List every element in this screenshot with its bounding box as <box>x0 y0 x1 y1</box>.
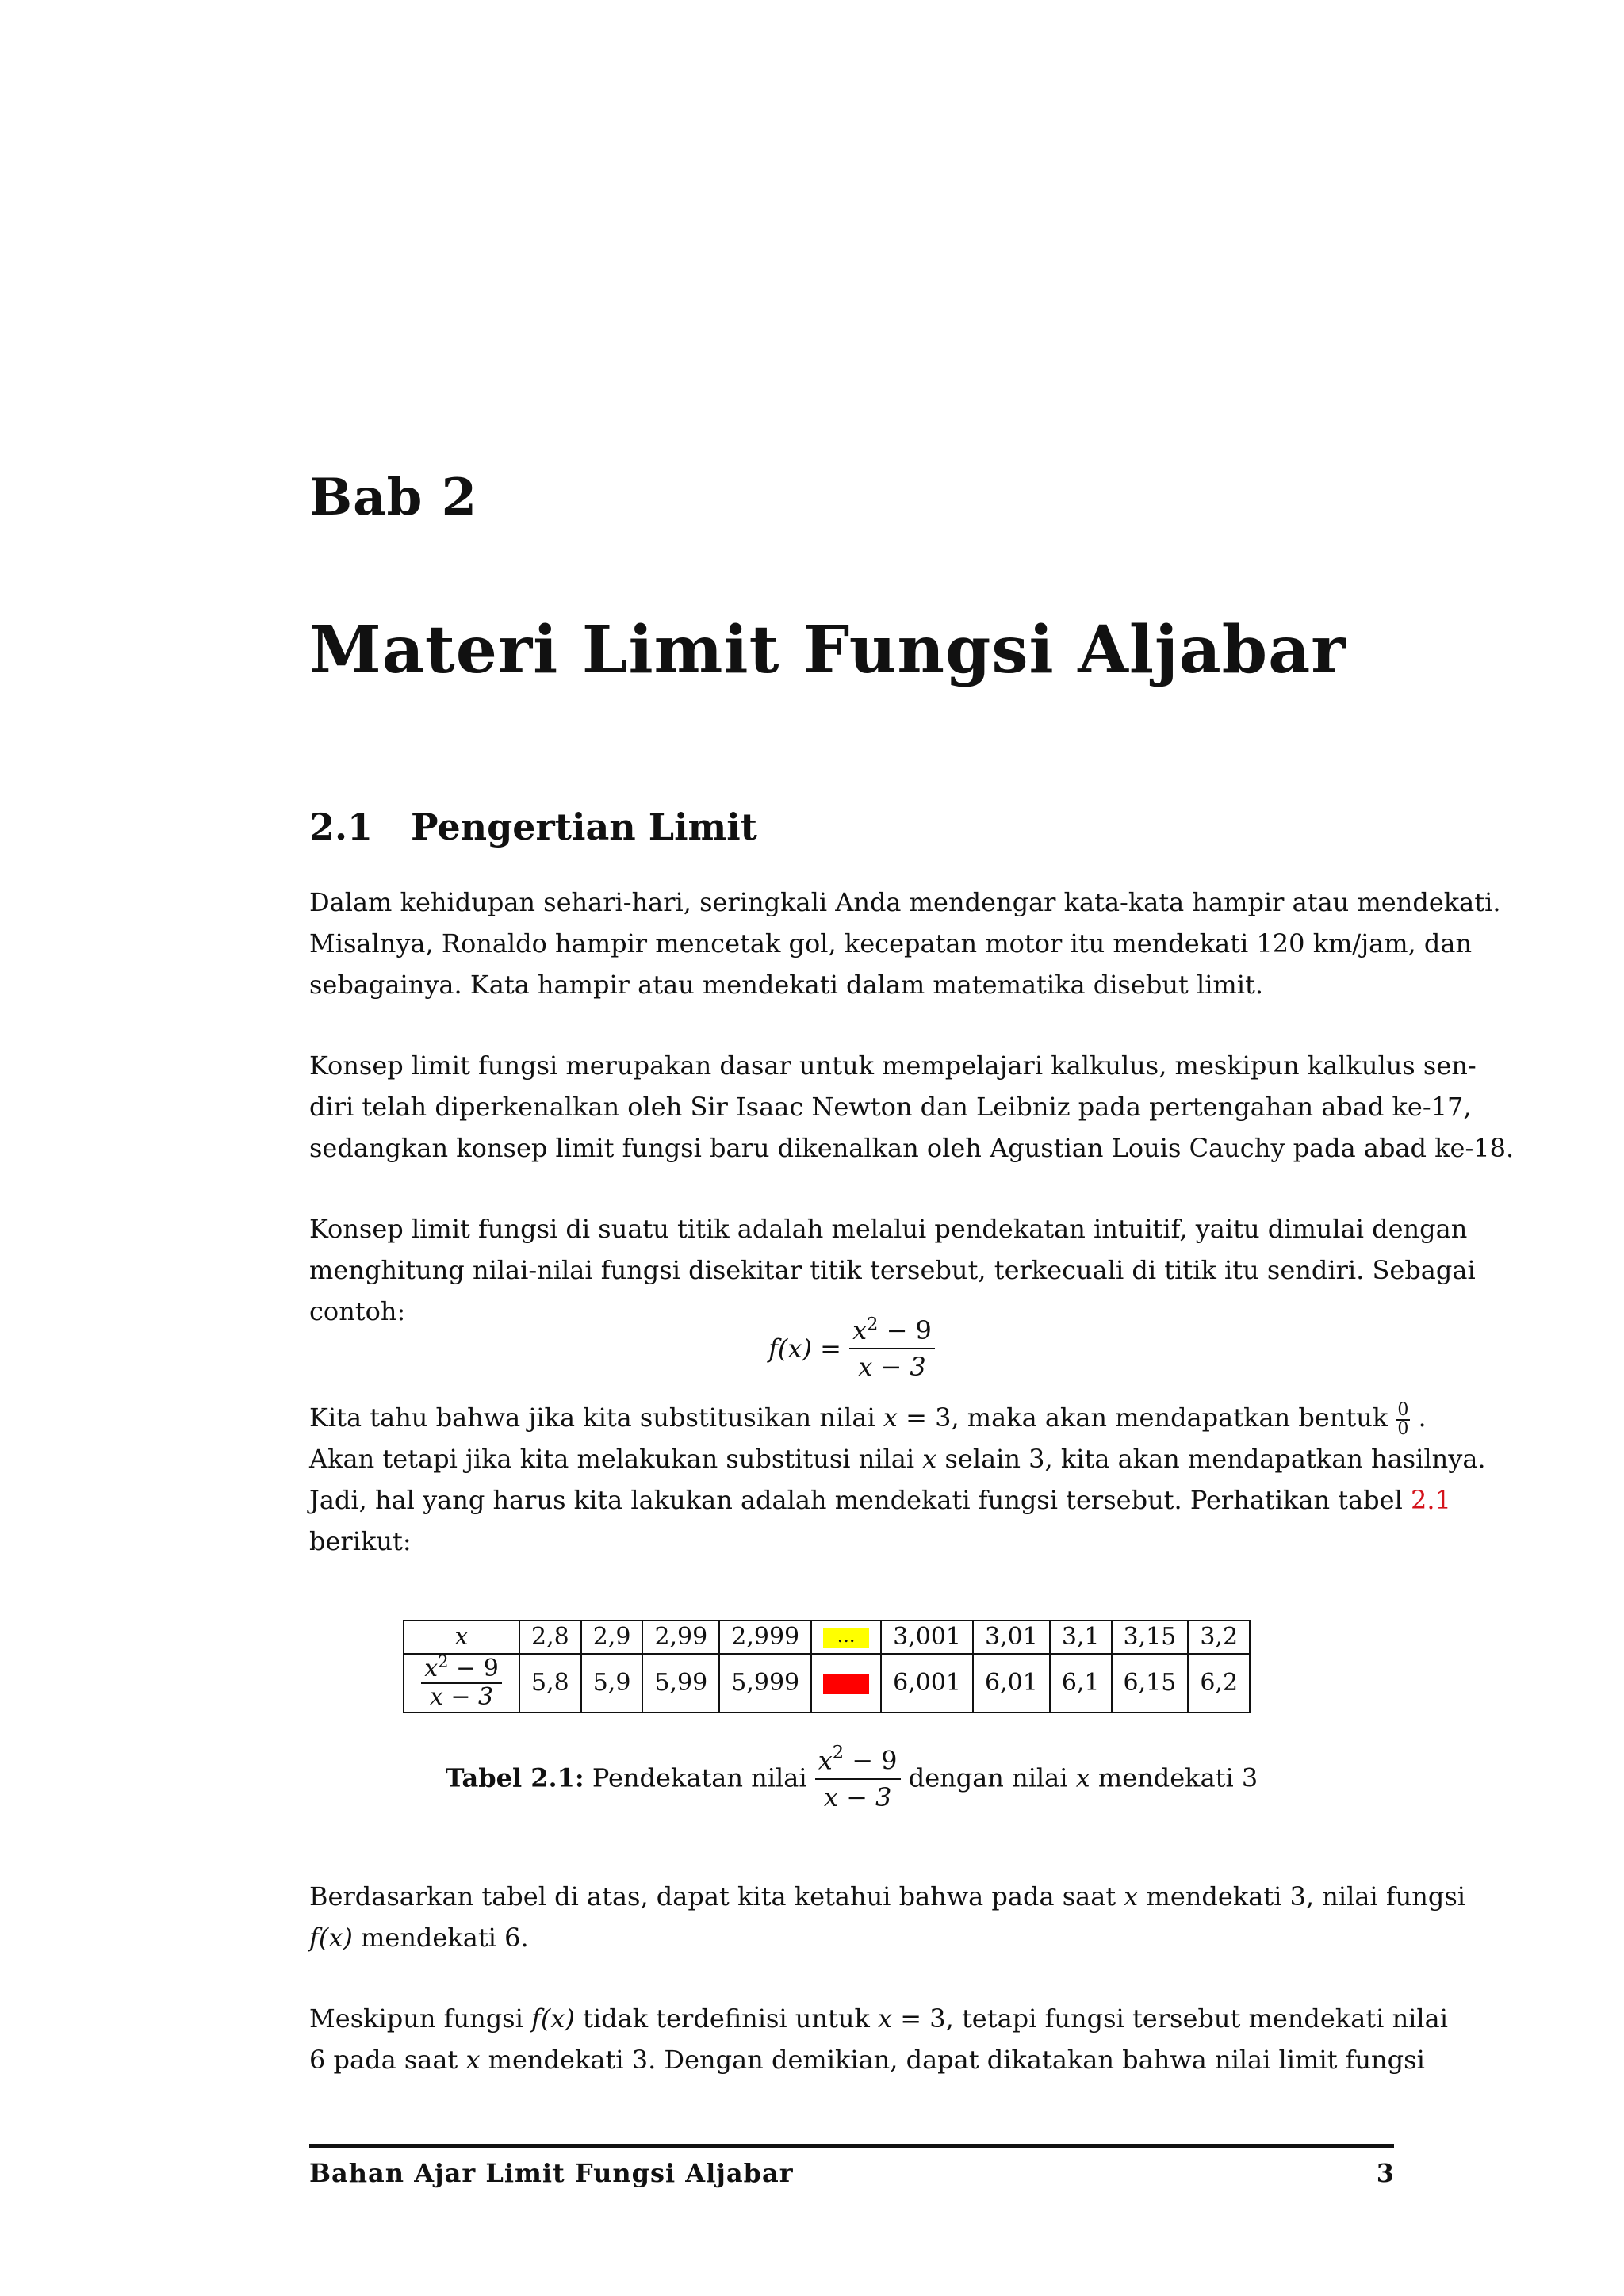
frac-num: 0 <box>1397 1399 1409 1420</box>
table-cell: 3,2 <box>1188 1621 1250 1654</box>
table-cell: 6,001 <box>881 1654 973 1712</box>
eq-num-base: x <box>852 1315 868 1345</box>
table-cell: 6,2 <box>1188 1654 1250 1712</box>
caption-text: Pendekatan nilai <box>592 1762 807 1793</box>
text-line: Konsep limit fungsi merupakan dasar untuk mempelajari kalkulus, meskipun kalkulus sen- <box>309 1050 1477 1081</box>
text-span: tidak terdefinisi untuk <box>583 2003 870 2034</box>
text-line <box>309 1998 1448 2039</box>
section-number: 2.1 <box>309 806 373 848</box>
frac-den: 0 <box>1397 1418 1409 1439</box>
math-var: x <box>465 2045 481 2075</box>
display-equation <box>309 1313 1394 1384</box>
text-span: Meskipun fungsi <box>309 2003 523 2034</box>
frac-num-rest: − 9 <box>844 1745 898 1776</box>
table-cell: 3,15 <box>1112 1621 1189 1654</box>
text-line: Misalnya, Ronaldo hampir mencetak gol, kecepatan motor itu mendekati 120 km/jam, dan <box>309 928 1473 959</box>
table-cell: 3,1 <box>1050 1621 1112 1654</box>
math-var: x <box>1124 1881 1139 1911</box>
table-head-x: x <box>404 1621 519 1654</box>
footer-title: Bahan Ajar Limit Fungsi Aljabar <box>309 2158 794 2188</box>
table-cell-highlight <box>811 1621 881 1654</box>
text-line: contoh: <box>309 1296 406 1326</box>
table-cell: 5,9 <box>581 1654 643 1712</box>
caption-fraction <box>815 1741 901 1815</box>
text-line <box>309 1876 1466 1917</box>
text-span: Akan tetapi jika kita melakukan substitusi nilai <box>309 1444 915 1474</box>
table-cell-highlight <box>811 1654 881 1712</box>
text-line: menghitung nilai-nilai fungsi disekitar titik tersebut, terkecuali di titik itu sendiri. Sebagai <box>309 1255 1476 1285</box>
text-span: Kita tahu bahwa jika kita substitusikan nilai <box>309 1402 875 1433</box>
caption-label: Tabel 2.1: <box>445 1762 584 1793</box>
section-title: Pengertian Limit <box>411 806 757 848</box>
frac-num-base: x <box>818 1745 833 1776</box>
table-cell: 5,999 <box>719 1654 811 1712</box>
caption-text: dengan nilai <box>908 1762 1068 1793</box>
table-cell: 2,8 <box>519 1621 581 1654</box>
text-line: Konsep limit fungsi di suatu titik adalah melalui pendekatan intuitif, yaitu dimulai dengan <box>309 1214 1468 1244</box>
text-span: = 3, tetapi fungsi tersebut mendekati nilai <box>900 2003 1448 2034</box>
table-cell: 6,01 <box>973 1654 1050 1712</box>
page-number: 3 <box>1376 2158 1394 2188</box>
text-span: Berdasarkan tabel di atas, dapat kita ketahui bahwa pada saat <box>309 1881 1116 1911</box>
frac-num-base: x <box>424 1655 439 1682</box>
equation-fraction <box>849 1313 935 1384</box>
text-line <box>309 1479 1451 1521</box>
math-func: f(x) <box>531 2003 575 2034</box>
table-cell: 2,999 <box>719 1621 811 1654</box>
math-func: f(x) <box>309 1923 353 1953</box>
text-line <box>309 1397 1427 1439</box>
eq-num-exp: 2 <box>867 1314 879 1335</box>
frac-den: x − 3 <box>421 1682 502 1711</box>
caption-text: mendekati 3 <box>1097 1762 1258 1793</box>
text-line <box>309 1438 1486 1479</box>
text-line: diri telah diperkenalkan oleh Sir Isaac Newton dan Leibniz pada pertengahan abad ke-17, <box>309 1092 1472 1122</box>
text-span: . <box>1418 1402 1427 1433</box>
table-ref-link[interactable]: 2.1 <box>1411 1485 1451 1515</box>
text-span: = 3, maka akan mendapatkan bentuk <box>906 1402 1388 1433</box>
text-span: selain 3, kita akan mendapatkan hasilnya. <box>944 1444 1486 1474</box>
limit-table <box>403 1620 1251 1713</box>
chapter-title: Materi Limit Fungsi Aljabar <box>309 612 1346 688</box>
paragraph-4 <box>309 1397 1486 1562</box>
text-line: sedangkan konsep limit fungsi baru dikenalkan oleh Agustian Louis Cauchy pada abad ke-18. <box>309 1133 1515 1163</box>
text-line <box>309 1917 1394 1958</box>
table-cell: 3,01 <box>973 1621 1050 1654</box>
paragraph-2 <box>309 1045 1515 1169</box>
frac-den: x − 3 <box>815 1778 901 1815</box>
text-span: mendekati 6. <box>361 1923 529 1953</box>
eq-denominator: x − 3 <box>849 1348 935 1384</box>
table-cell: 2,99 <box>642 1621 719 1654</box>
paragraph-6 <box>309 1998 1448 2080</box>
text-line: sebagainya. Kata hampir atau mendekati dalam matematika disebut limit. <box>309 970 1264 1000</box>
chapter-label: Bab 2 <box>309 468 478 527</box>
text-span: Jadi, hal yang harus kita lakukan adalah mendekati fungsi tersebut. Perhatikan tabel <box>309 1485 1403 1515</box>
equation-lhs: f(x) = <box>768 1334 841 1364</box>
table-cell: 6,1 <box>1050 1654 1112 1712</box>
table-cell: 5,99 <box>642 1654 719 1712</box>
text-line: Dalam kehidupan sehari-hari, seringkali Anda mendengar kata-kata hampir atau mendekati. <box>309 887 1501 917</box>
frac-num-exp: 2 <box>438 1652 449 1671</box>
text-span: mendekati 3, nilai fungsi <box>1146 1881 1466 1911</box>
eq-num-rest: − 9 <box>878 1315 932 1345</box>
head-fraction <box>421 1652 502 1711</box>
frac-num-rest: − 9 <box>448 1655 499 1682</box>
table-caption <box>309 1741 1394 1815</box>
math-var: x <box>883 1402 898 1433</box>
table-row-fx <box>404 1654 1250 1712</box>
zero-over-zero <box>1396 1399 1410 1439</box>
text-line: berikut: <box>309 1526 412 1556</box>
table-cell: 5,8 <box>519 1654 581 1712</box>
table-cell: 2,9 <box>581 1621 643 1654</box>
table-head-fx <box>404 1654 519 1712</box>
table-cell: 6,15 <box>1112 1654 1189 1712</box>
paragraph-5 <box>309 1876 1466 1958</box>
highlight-red: ... <box>823 1674 869 1694</box>
paragraph-1 <box>309 882 1501 1005</box>
math-var: x <box>1075 1762 1090 1793</box>
text-span: mendekati 3. Dengan demikian, dapat dikatakan bahwa nilai limit fungsi <box>488 2045 1425 2075</box>
math-var: x <box>922 1444 937 1474</box>
frac-num-exp: 2 <box>832 1742 845 1763</box>
table-cell: 3,001 <box>881 1621 973 1654</box>
text-span: 6 pada saat <box>309 2045 458 2075</box>
highlight-yellow: ... <box>823 1628 869 1648</box>
table-row-x <box>404 1621 1250 1654</box>
footer-rule <box>309 2144 1394 2148</box>
section-heading <box>309 806 757 848</box>
math-var: x <box>878 2003 893 2034</box>
text-line <box>309 2039 1425 2080</box>
